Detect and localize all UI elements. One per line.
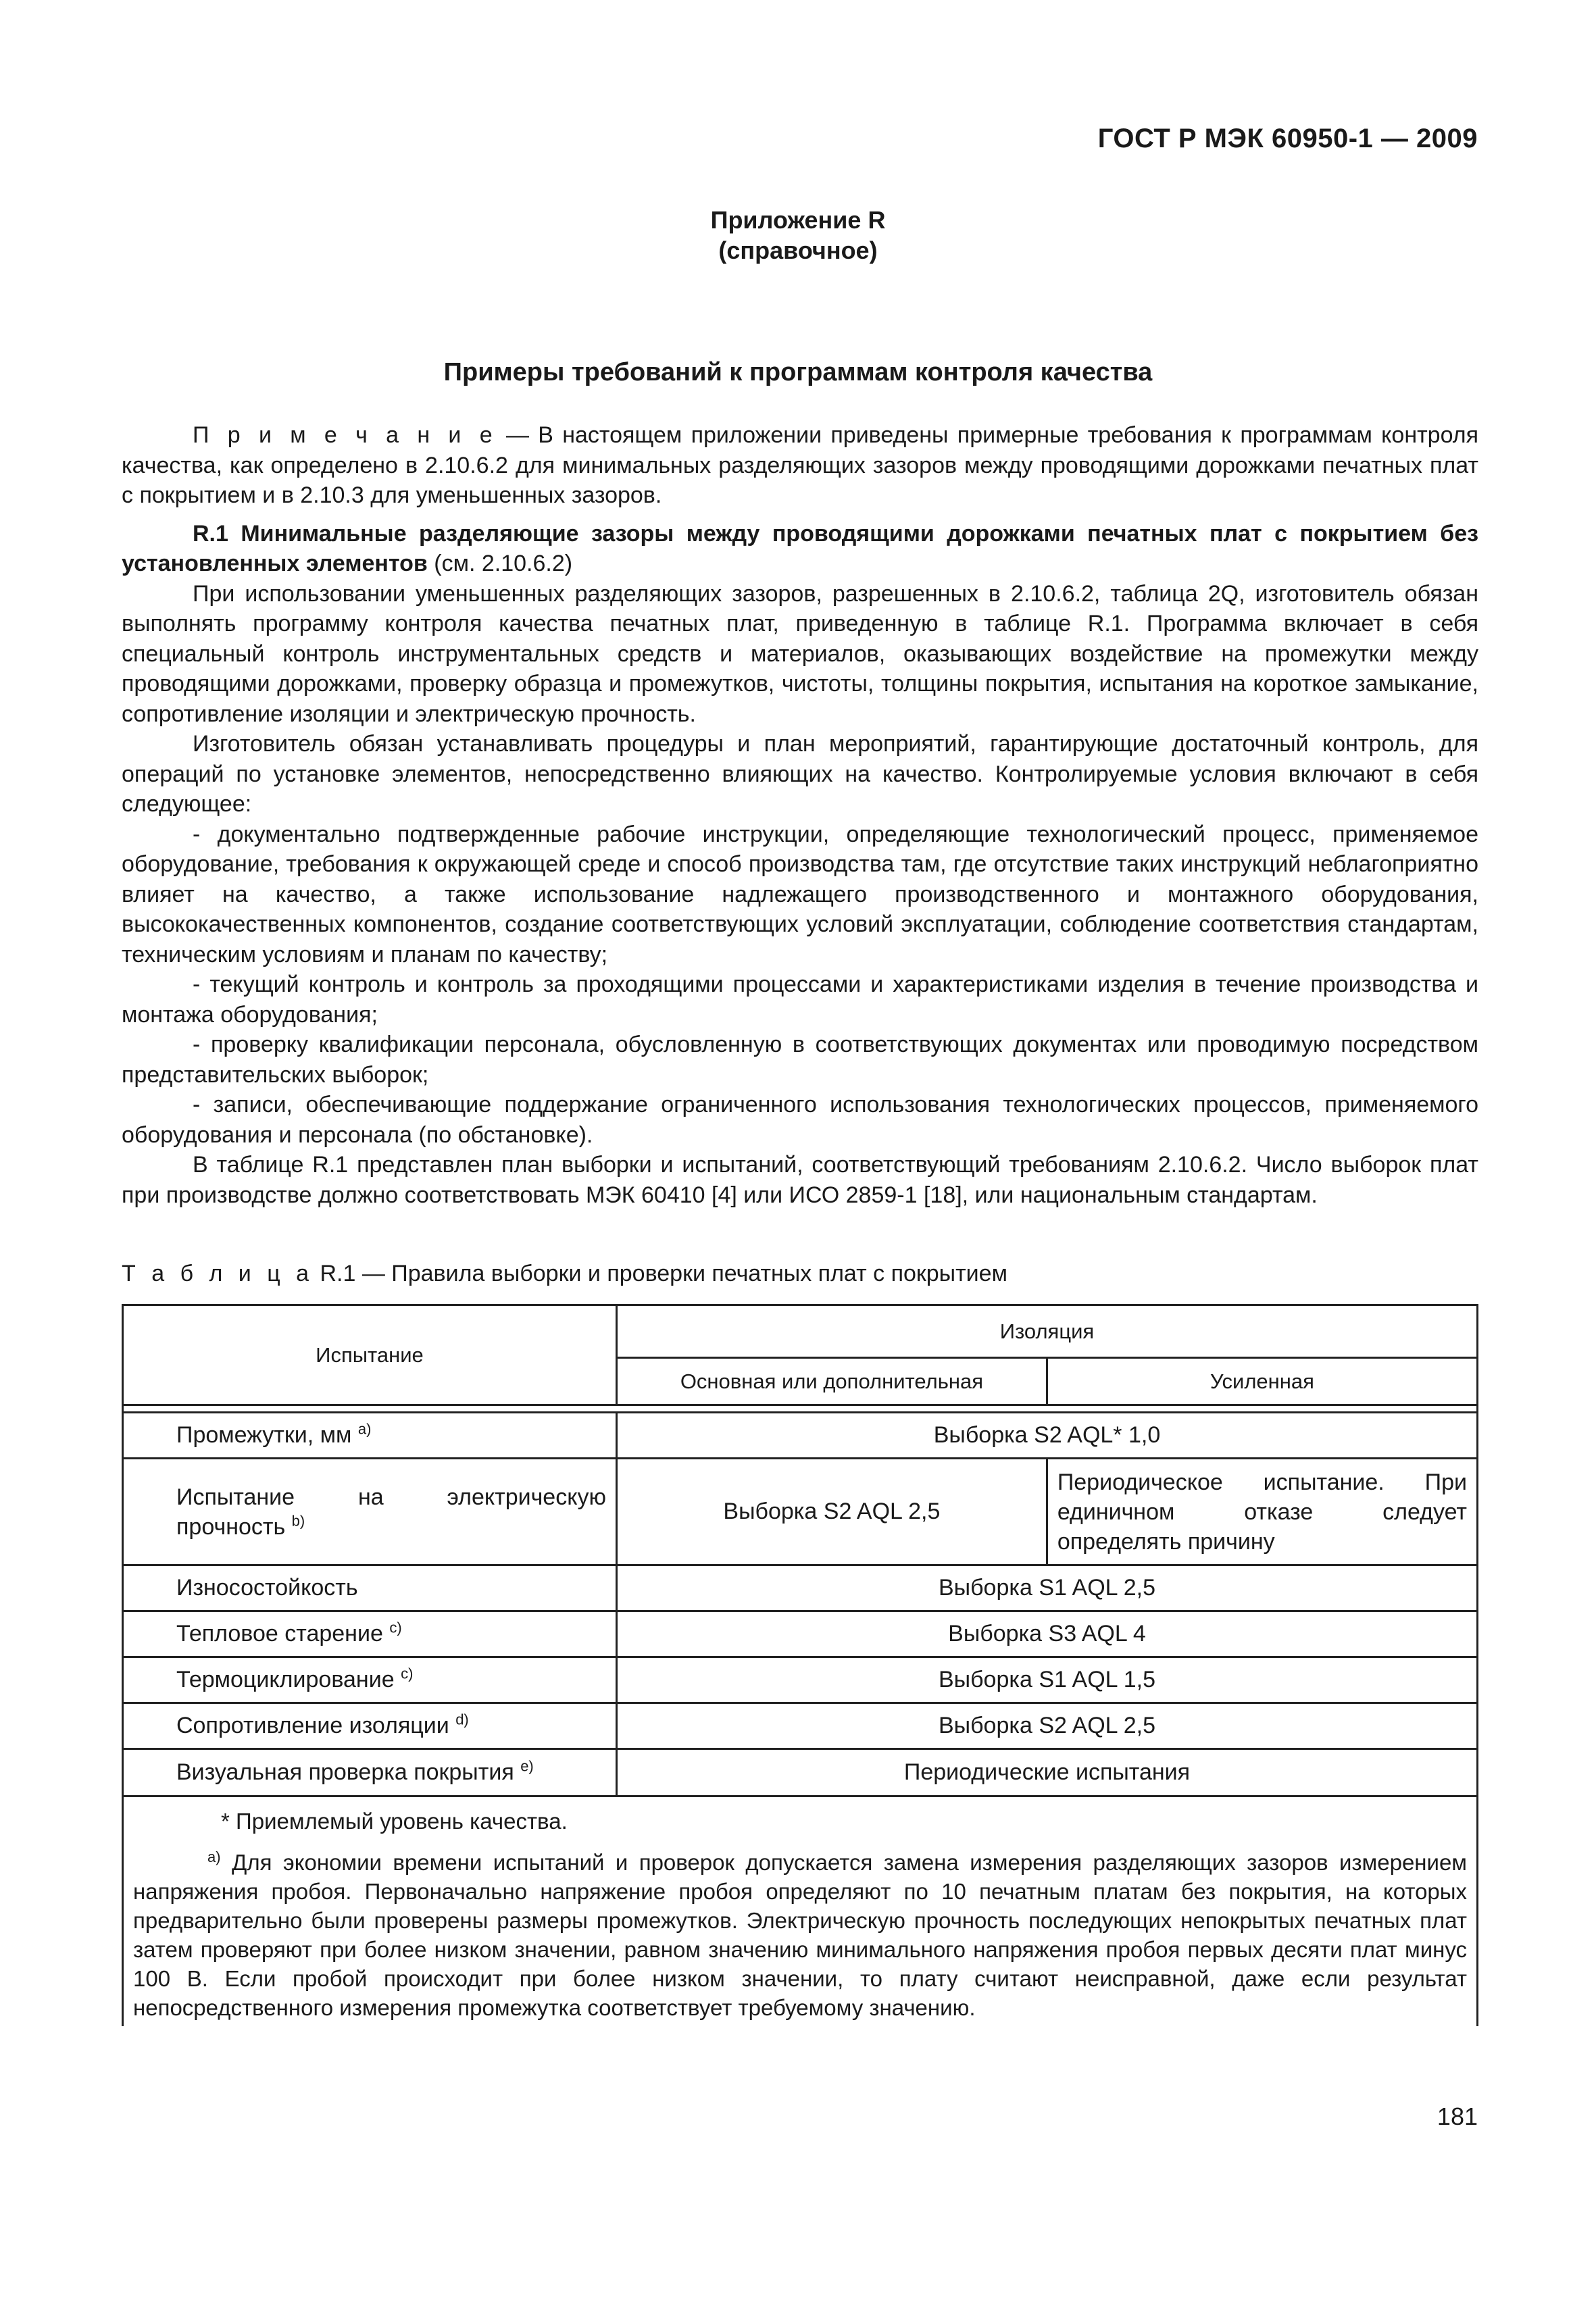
body-text: [122, 420, 1478, 1210]
footnote-ref: e): [520, 1757, 534, 1775]
footnote-a-text: Для экономии времени испытаний и проверок допускается замена измерения разделяющих зазоров измерением напряжения пробоя. Первоначально напряжение пробоя определяют по 10 печатным платам без покрытия, на которых предварительно были проверены размеры промежутков. Электрическую прочность последующих непокрытых печатных плат затем проверяют при более низком значении, равном значению минимального напряжения пробоя первых десяти плат минус 100 В. Если пробой происходит при более низком значении, то плату считают неисправной, даже если результат непосредственного измерения промежутка соответствует требуемому значению.: [133, 1850, 1467, 2020]
header-separator: [123, 1405, 1478, 1413]
table-row: [123, 1749, 1478, 1796]
footnote-a-mark: a): [207, 1848, 221, 1865]
table-caption: [122, 1261, 1007, 1287]
row-name-cell: [123, 1703, 617, 1749]
paragraph: При использовании уменьшенных разделяющих зазоров, разрешенных в 2.10.6.2, таблица 2Q, изготовитель обязан выполнять программу контроля качества печатных плат, приведенную в таблице R.1. Программа включает в себя специальный контроль инструментальных средств и материалов, оказывающих воздействие на промежутки между проводящими дорожками, проверку образца и промежутков, чистоты, толщины покрытия, испытания на короткое замыкание, сопротивление изоляции и электрическую прочность.: [122, 580, 1478, 727]
footnote-star: * Приемлемый уровень качества.: [221, 1809, 568, 1834]
main-title: Примеры требований к программам контроля качества: [443, 358, 1153, 386]
row-value-basic: Выборка S2 AQL 2,5: [616, 1459, 1047, 1565]
row-name: Испытание на электрическую прочность: [176, 1484, 606, 1540]
table-notes: [123, 1796, 1478, 2027]
header-test: Испытание: [123, 1305, 617, 1405]
row-value: Выборка S2 AQL 2,5: [616, 1703, 1477, 1749]
note-text: — В настоящем приложении приведены примерные требования к программам контроля качества, как определено в 2.10.6.2 для минимальных разделяющих зазоров между проводящими дорожками печатных плат с покрытием и в 2.10.3 для уменьшенных зазоров.: [122, 422, 1478, 508]
row-name: Износостойкость: [176, 1575, 358, 1601]
row-value-reinforced: Периодическое испытание. При единичном отказе следует определять причину: [1047, 1459, 1477, 1565]
footnote-ref: b): [291, 1512, 305, 1530]
list-item: - документально подтвержденные рабочие инструкции, определяющие технологический процесс, применяемое оборудование, требования к окружающей среде и способ производства там, где отсутствие таких инструкций неблагоприятно влияет на качество, а также использование надлежащего производственного и монтажного оборудования, высококачественных компонентов, создание соответствующих условий эксплуатации, соблюдение соответствия стандартам, техническим условиям и планам по качеству;: [122, 821, 1478, 967]
table-row: [123, 1703, 1478, 1749]
list-item: - проверку квалификации персонала, обусловленную в соответствующих документах или проводимую посредством представительских выборок;: [122, 1032, 1478, 1088]
row-value: Периодические испытания: [616, 1749, 1477, 1796]
table-row: [123, 1657, 1478, 1703]
footnote-ref: c): [389, 1619, 402, 1636]
list-item: - записи, обеспечивающие поддержание ограниченного использования технологических процессов, применяемого оборудования и персонала (по обстановке).: [122, 1092, 1478, 1148]
header-reinforced: Усиленная: [1047, 1358, 1477, 1405]
table-caption-text: R.1 — Правила выборки и проверки печатных плат с покрытием: [314, 1261, 1007, 1286]
standard-header: ГОСТ Р МЭК 60950-1 — 2009: [1097, 124, 1478, 153]
header-insulation: Изоляция: [616, 1305, 1477, 1358]
table-notes-row: [123, 1796, 1478, 2027]
table-caption-label: Т а б л и ц а: [122, 1261, 314, 1286]
row-name: Термоциклирование: [176, 1667, 395, 1692]
page-number: 181: [1437, 2103, 1478, 2130]
annex-status: (справочное): [718, 236, 878, 264]
footnote-ref: d): [455, 1711, 469, 1728]
section-heading-bold: R.1 Минимальные разделяющие зазоры между проводящими дорожками печатных плат с покрытием без установленных элементов: [122, 520, 1478, 576]
row-name: Визуальная проверка покрытия: [176, 1759, 514, 1785]
footnote-a: [133, 1848, 1467, 2022]
row-value: Выборка S2 AQL* 1,0: [616, 1413, 1477, 1459]
header-basic: Основная или дополнительная: [616, 1358, 1047, 1405]
table-row: [123, 1565, 1478, 1611]
section-heading: [122, 519, 1478, 579]
row-name: Промежутки, мм: [176, 1422, 352, 1448]
annex-title: Приложение R: [710, 206, 886, 234]
note-paragraph: [122, 420, 1478, 511]
table-row: [123, 1459, 1478, 1565]
row-name-cell: [123, 1459, 617, 1565]
row-name-cell: [123, 1413, 617, 1459]
row-value: Выборка S1 AQL 1,5: [616, 1657, 1477, 1703]
table-row: [123, 1413, 1478, 1459]
row-name-cell: [123, 1565, 617, 1611]
paragraph: В таблице R.1 представлен план выборки и испытаний, соответствующий требованиям 2.10.6.2. Число выборок плат при производстве должно соответствовать МЭК 60410 [4] или ИСО 2859-1 [18], или национальным стандартам.: [122, 1152, 1478, 1208]
row-name-cell: [123, 1749, 617, 1796]
note-label: П р и м е ч а н и е: [193, 422, 497, 448]
section-heading-ref: (см. 2.10.6.2): [427, 551, 573, 576]
row-name: Сопротивление изоляции: [176, 1713, 449, 1738]
row-name: Тепловое старение: [176, 1621, 383, 1646]
footnote-ref: a): [357, 1420, 372, 1438]
row-name-cell: [123, 1611, 617, 1657]
table-row: [123, 1611, 1478, 1657]
footnote-ref: c): [401, 1665, 414, 1682]
row-name-cell: [123, 1657, 617, 1703]
sampling-table: [122, 1304, 1478, 2026]
row-value: Выборка S3 AQL 4: [616, 1611, 1477, 1657]
paragraph: Изготовитель обязан устанавливать процедуры и план мероприятий, гарантирующие достаточный контроль, для операций по установке элементов, непосредственно влияющих на качество. Контролируемые условия включают в себя следующее:: [122, 731, 1478, 817]
row-value: Выборка S1 AQL 2,5: [616, 1565, 1477, 1611]
list-item: - текущий контроль и контроль за проходящими процессами и характеристиками изделия в течение производства и монтажа оборудования;: [122, 972, 1478, 1028]
